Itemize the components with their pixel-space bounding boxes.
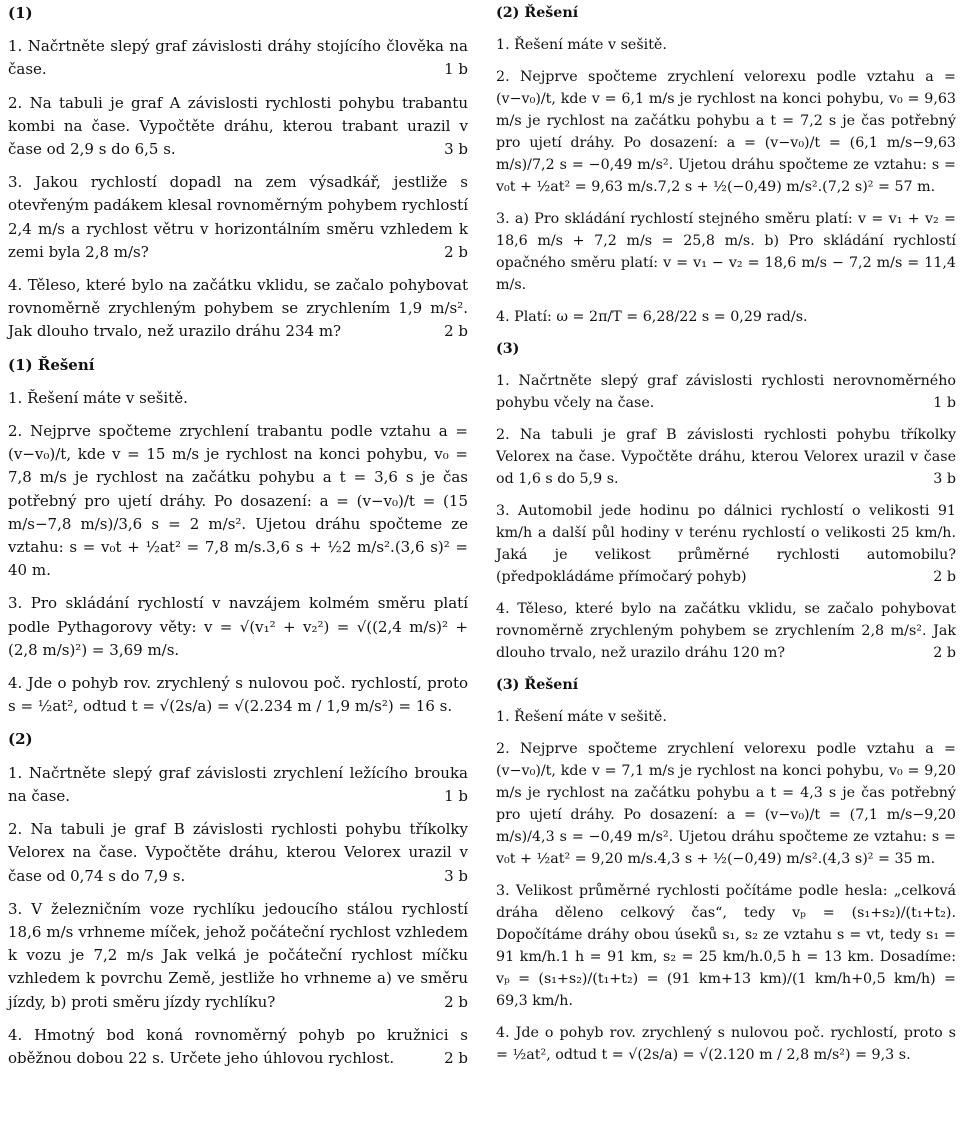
- task-text: 4. Hmotný bod koná rovnoměrný pohyb po kružnici s oběžnou dobou 22 s. Určete jeho úhlovou rychlost.: [8, 1025, 468, 1067]
- task-text: 2. Nejprve spočteme zrychlení velorexu podle vztahu a = (v−v₀)/t, kde v = 6,1 m/s je rychlost na konci pohybu, v₀ = 9,63 m/s je rychlost na začátku pohybu a t = 7,2 s je čas potřebný pro ujetí dráhy. Po dosazení: a = (v−v₀)/t = (6,1 m/s−9,63 m/s)/7,2 s = −0,49 m/s². Ujetou dráhu spočteme ze vztahu: s = v₀t + ½at² = 9,63 m/s.7,2 s + ½(−0,49) m/s².(7,2 s)² = 57 m.: [496, 69, 956, 195]
- left-task-item: [8, 387, 468, 410]
- left-task-item: [8, 92, 468, 162]
- right-task-item: [496, 34, 956, 56]
- right-task-item: [496, 500, 956, 588]
- task-text: 4. Platí: ω = 2π/T = 6,28/22 s = 0,29 rad/s.: [496, 309, 808, 325]
- right-task-item: [496, 738, 956, 870]
- task-points: 3 b: [933, 471, 956, 487]
- task-text: 1. Řešení máte v sešitě.: [496, 37, 667, 53]
- task-text: 2. Na tabuli je graf B závislosti rychlosti pohybu tříkolky Velorex na čase. Vypočtěte dráhu, kterou Velorex urazil v čase od 1,6 s do 5,9 s.: [496, 427, 956, 487]
- task-text: 2. Na tabuli je graf A závislosti rychlosti pohybu trabantu kombi na čase. Vypočtěte dráhu, kterou trabant urazil v čase od 2,9 s do 6,5 s.: [8, 93, 468, 159]
- left-section-heading: (1) Řešení: [8, 355, 95, 374]
- task-text: 2. Nejprve spočteme zrychlení velorexu podle vztahu a = (v−v₀)/t, kde v = 7,1 m/s je rychlost na konci pohybu, v₀ = 9,20 m/s je rychlost na začátku pohybu a t = 4,3 s je čas potřebný pro ujetí dráhy. Po dosazení: a = (v−v₀)/t = (7,1 m/s−9,20 m/s)/4,3 s = −0,49 m/s². Ujetou dráhu spočteme ze vztahu: s = v₀t + ½at² = 9,20 m/s.4,3 s + ½(−0,49) m/s².(4,3 s)² = 35 m.: [496, 741, 956, 867]
- task-points: 1 b: [444, 786, 468, 805]
- left-task-item: [8, 420, 468, 582]
- left-column: [8, 2, 468, 1080]
- right-column: [496, 2, 956, 1076]
- left-task-item: [8, 818, 468, 888]
- task-text: 4. Jde o pohyb rov. zrychlený s nulovou poč. rychlostí, proto s = ½at², odtud t = √(2s/a) = √(2.234 m / 1,9 m/s²) = 16 s.: [8, 674, 468, 716]
- task-points: 2 b: [444, 322, 468, 341]
- task-points: 2 b: [933, 569, 956, 585]
- task-points: 3 b: [444, 866, 468, 885]
- task-points: 1 b: [444, 60, 468, 79]
- task-text: 4. Těleso, které bylo na začátku vklidu, se začalo pohybovat rovnoměrně zrychleným pohybem se zrychlením 2,8 m/s². Jak dlouho trvalo, než urazilo dráhu 120 m?: [496, 601, 956, 661]
- task-text: 1. Načrtněte slepý graf závislosti dráhy stojícího člověka na čase.: [8, 37, 468, 79]
- right-task-item: [496, 424, 956, 490]
- task-points: 1 b: [933, 395, 956, 411]
- task-text: 3. a) Pro skládání rychlostí stejného směru platí: v = v₁ + v₂ = 18,6 m/s + 7,2 m/s = 25,8 m/s. b) Pro skládání rychlostí opačného směru platí: v = v₁ − v₂ = 18,6 m/s − 7,2 m/s = 11,4 m/s.: [496, 211, 956, 293]
- task-points: 2 b: [444, 992, 468, 1011]
- task-text: 1. Načrtněte slepý graf závislosti zrychlení ležícího brouka na čase.: [8, 763, 468, 805]
- right-task-item: [496, 598, 956, 664]
- left-section-heading: (1): [8, 4, 33, 22]
- left-section-heading: (2): [8, 730, 33, 749]
- task-text: 4. Jde o pohyb rov. zrychlený s nulovou poč. rychlostí, proto s = ½at², odtud t = √(2s/a) = √(2.120 m / 2,8 m/s²) = 9,3 s.: [496, 1025, 956, 1063]
- task-points: 2 b: [444, 1048, 468, 1067]
- task-points: 2 b: [933, 645, 956, 661]
- task-points: 3 b: [444, 140, 468, 159]
- task-points: 2 b: [444, 242, 468, 261]
- task-text: 1. Řešení máte v sešitě.: [8, 388, 188, 407]
- right-task-item: [496, 370, 956, 414]
- left-task-item: [8, 592, 468, 662]
- task-text: 3. Jakou rychlostí dopadl na zem výsadkář, jestliže s otevřeným padákem klesal rovnoměrným pohybem rychlostí 2,4 m/s a rychlost větru v horizontálním směru vzhledem k zemi byla 2,8 m/s?: [8, 173, 468, 261]
- task-text: 3. Automobil jede hodinu po dálnici rychlostí o velikosti 91 km/h a další půl hodiny v terénu rychlostí o velikosti 25 km/h. Jaká je velikost průměrné rychlosti automobilu? (předpokládáme přímočarý pohyb): [496, 503, 956, 585]
- right-task-item: [496, 880, 956, 1012]
- task-text: 3. Pro skládání rychlostí v navzájem kolmém směru platí podle Pythagorovy věty: v = √(v₁² + v₂²) = √((2,4 m/s)² + (2,8 m/s)²) = 3,69 m/s.: [8, 594, 468, 659]
- task-text: 2. Nejprve spočteme zrychlení trabantu podle vztahu a = (v−v₀)/t, kde v = 15 m/s je rychlost na konci pohybu, v₀ = 7,8 m/s je rychlost na začátku pohybu a t = 3,6 s je čas potřebný pro ujetí dráhy. Po dosazení: a = (v−v₀)/t = (15 m/s−7,8 m/s)/3,6 s = 2 m/s². Ujetou dráhu spočteme ze vztahu: s = v₀t + ½at² = 7,8 m/s.3,6 s + ½2 m/s².(3,6 s)² = 40 m.: [8, 422, 468, 580]
- left-task-item: [8, 274, 468, 344]
- right-task-item: [496, 706, 956, 728]
- task-text: 3. Velikost průměrné rychlosti počítáme podle hesla: „celková dráha děleno celkový čas“, tedy vₚ = (s₁+s₂)/(t₁+t₂). Dopočítáme dráhy obou úseků s₁, s₂ ze vztahu s = vt, tedy s₁ = 91 km/h.1 h = 91 km, s₂ = 25 km/h.0,5 h = 13 km. Dosadíme: vₚ = (s₁+s₂)/(t₁+t₂) = (91 km+13 km)/(1 km/h+0,5 km/h) = 69,3 km/h.: [496, 883, 956, 1009]
- right-section-heading: (3) Řešení: [496, 677, 579, 693]
- right-section-heading: (2) Řešení: [496, 5, 579, 21]
- left-task-item: [8, 1024, 468, 1070]
- task-text: 1. Načrtněte slepý graf závislosti rychlosti nerovnoměrného pohybu včely na čase.: [496, 373, 956, 411]
- right-task-item: [496, 306, 956, 328]
- left-task-item: [8, 762, 468, 808]
- right-section-heading: (3): [496, 341, 520, 357]
- task-text: 1. Řešení máte v sešitě.: [496, 709, 667, 725]
- left-task-item: [8, 672, 468, 718]
- task-text: 2. Na tabuli je graf B závislosti rychlosti pohybu tříkolky Velorex na čase. Vypočtěte dráhu, kterou Velorex urazil v čase od 0,74 s do 7,9 s.: [8, 820, 468, 885]
- left-task-item: [8, 35, 468, 81]
- right-task-item: [496, 208, 956, 296]
- left-task-item: [8, 898, 468, 1014]
- task-text: 3. V železničním voze rychlíku jedoucího stálou rychlostí 18,6 m/s vrhneme míček, jehož počáteční rychlost vzhledem k vozu je 7,2 m/s Jak velká je počáteční rychlost míčku vzhledem k povrchu Země, jestliže ho vrhneme a) ve směru jízdy, b) proti směru jízdy rychlíku?: [8, 899, 468, 1011]
- task-text: 4. Těleso, které bylo na začátku vklidu, se začalo pohybovat rovnoměrně zrychleným pohybem se zrychlením 1,9 m/s². Jak dlouho trvalo, než urazilo dráhu 234 m?: [8, 276, 468, 341]
- right-task-item: [496, 1022, 956, 1066]
- right-task-item: [496, 66, 956, 198]
- left-task-item: [8, 171, 468, 264]
